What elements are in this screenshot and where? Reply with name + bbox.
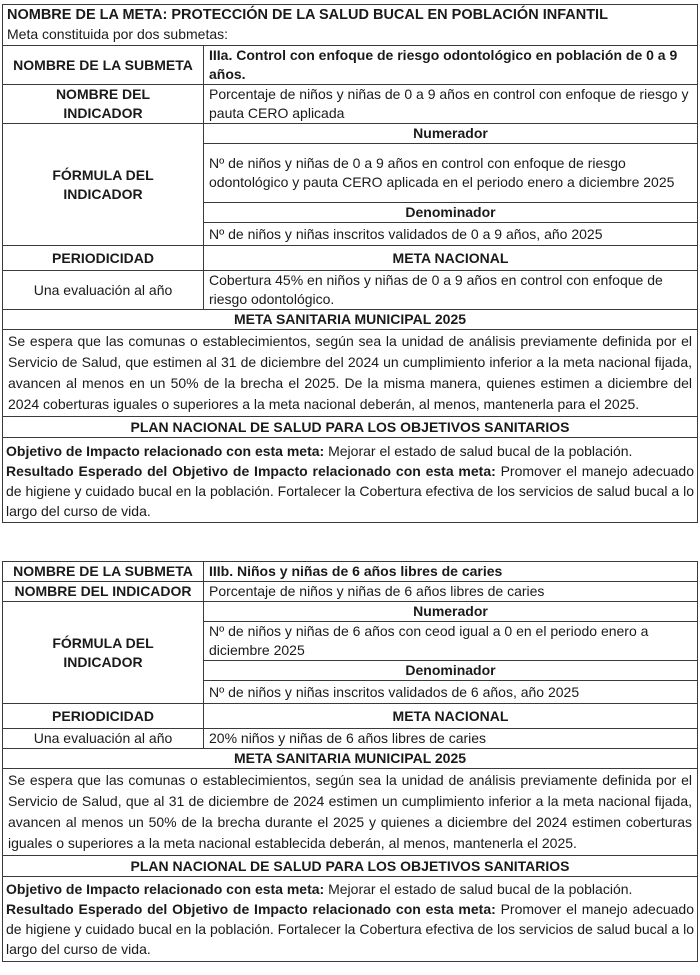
meta-municipal-value: Se espera que las comunas o establecimientos, según sea la unidad de análisis previamente definida por el Servicio de Salud, que estimen al 31 de diciembre del 2024 un cumplimiento inferior a la meta nacional fijada, avancen al menos en un 50% de la brecha el 2025. De la misma manera, quienes estimen a diciembre del 2024 coberturas iguales o superiores a la meta nacional deberán, al menos, mantenerla para el 2025. bbox=[3, 330, 698, 417]
denominador-label: Denominador bbox=[204, 203, 698, 223]
meta-municipal-row bbox=[3, 769, 698, 856]
plan-label: PLAN NACIONAL DE SALUD PARA LOS OBJETIVOS SANITARIOS bbox=[3, 856, 698, 877]
meta-title: NOMBRE DE LA META: PROTECCIÓN DE LA SALUD BUCAL EN POBLACIÓN INFANTIL bbox=[7, 7, 608, 23]
meta-municipal-header-row bbox=[3, 310, 698, 330]
plan-label: PLAN NACIONAL DE SALUD PARA LOS OBJETIVOS SANITARIOS bbox=[3, 417, 698, 438]
resultado-label: Resultado Esperado del Objetivo de Impacto relacionado con esta meta: bbox=[6, 463, 496, 479]
numerador-header-row bbox=[3, 602, 698, 622]
indicador-row bbox=[3, 85, 698, 124]
numerador-header-row bbox=[3, 124, 698, 144]
plan-header-row bbox=[3, 856, 698, 877]
meta-municipal-label: META SANITARIA MUNICIPAL 2025 bbox=[3, 749, 698, 769]
submeta-table-iiib bbox=[2, 561, 698, 962]
resultado-value: Promover el manejo adecuado de higiene y cuidado bucal en la población. Fortalecer la Cobertura efectiva de los servicios de salud bucal a lo largo del curso de vida. bbox=[6, 901, 694, 957]
resultado-esperado bbox=[6, 461, 694, 521]
meta-municipal-row bbox=[3, 330, 698, 417]
meta-municipal-value: Se espera que las comunas o establecimientos, según sea la unidad de análisis previamente definida por el Servicio de Salud, que al 31 de diciembre de 2024 estimen un cumplimiento inferior a la meta nacional fijada, avancen al menos un 50% de la brecha durante el 2025 y quienes a diciembre del 2024 estimen coberturas iguales o superiores a la meta nacional establecida deberán, al menos, mantenerla el 2025. bbox=[3, 769, 698, 856]
indicador-label: NOMBRE DEL INDICADOR bbox=[3, 85, 204, 124]
periodicidad-row bbox=[3, 271, 698, 310]
periodicidad-value: Una evaluación al año bbox=[3, 271, 204, 310]
indicador-value: Porcentaje de niños y niñas de 0 a 9 años en control con enfoque de riesgo y pauta CERO aplicada bbox=[204, 85, 698, 124]
meta-nacional-label: META NACIONAL bbox=[204, 704, 698, 729]
objetivo-label: Objetivo de Impacto relacionado con esta meta: bbox=[6, 443, 325, 459]
periodicidad-header-row bbox=[3, 246, 698, 271]
submeta-value: IIIa. Control con enfoque de riesgo odontológico en población de 0 a 9 años. bbox=[204, 46, 698, 85]
numerador-value: Nº de niños y niñas de 6 años con ceod igual a 0 en el periodo enero a diciembre 2025 bbox=[204, 622, 698, 661]
formula-label: FÓRMULA DEL INDICADOR bbox=[3, 124, 204, 246]
periodicidad-label: PERIODICIDAD bbox=[3, 704, 204, 729]
plan-header-row bbox=[3, 417, 698, 438]
submeta-label: NOMBRE DE LA SUBMETA bbox=[3, 562, 204, 582]
meta-nacional-label: META NACIONAL bbox=[204, 246, 698, 271]
plan-row bbox=[3, 877, 698, 962]
denominador-value: Nº de niños y niñas inscritos validados de 6 años, año 2025 bbox=[204, 681, 698, 704]
submeta-value: IIIb. Niños y niñas de 6 años libres de caries bbox=[204, 562, 698, 582]
indicador-label: NOMBRE DEL INDICADOR bbox=[3, 582, 204, 602]
denominador-label: Denominador bbox=[204, 661, 698, 681]
numerador-label: Numerador bbox=[204, 602, 698, 622]
meta-subtitle: Meta constituida por dos submetas: bbox=[7, 26, 229, 42]
meta-nacional-value: Cobertura 45% en niños y niñas de 0 a 9 años en control con enfoque de riesgo odontológico. bbox=[204, 271, 698, 310]
objetivo-value: Mejorar el estado de salud bucal de la población. bbox=[324, 443, 633, 459]
indicador-value: Porcentaje de niños y niñas de 6 años libres de caries bbox=[204, 582, 698, 602]
submeta-label: NOMBRE DE LA SUBMETA bbox=[3, 46, 204, 85]
objetivo-value: Mejorar el estado de salud bucal de la población. bbox=[324, 881, 633, 897]
numerador-value: Nº de niños y niñas de 0 a 9 años en control con enfoque de riesgo odontológico y pauta CERO aplicada en el periodo enero a diciembre 2025 bbox=[204, 144, 698, 203]
periodicidad-value: Una evaluación al año bbox=[3, 729, 204, 749]
indicador-row bbox=[3, 582, 698, 602]
meta-municipal-header-row bbox=[3, 749, 698, 769]
periodicidad-row bbox=[3, 729, 698, 749]
periodicidad-header-row bbox=[3, 704, 698, 729]
submeta-row bbox=[3, 46, 698, 85]
meta-nacional-value: 20% niños y niñas de 6 años libres de caries bbox=[204, 729, 698, 749]
denominador-value: Nº de niños y niñas inscritos validados de 0 a 9 años, año 2025 bbox=[204, 223, 698, 246]
resultado-label: Resultado Esperado del Objetivo de Impacto relacionado con esta meta: bbox=[6, 901, 496, 917]
periodicidad-label: PERIODICIDAD bbox=[3, 246, 204, 271]
resultado-value: Promover el manejo adecuado de higiene y cuidado bucal en la población. Fortalecer la Cobertura efectiva de los servicios de salud bucal a lo largo del curso de vida. bbox=[6, 463, 694, 519]
objetivo-label: Objetivo de Impacto relacionado con esta meta: bbox=[6, 881, 325, 897]
objetivo-impacto bbox=[6, 441, 694, 461]
resultado-esperado bbox=[6, 899, 694, 959]
plan-row bbox=[3, 438, 698, 523]
meta-title-row bbox=[3, 5, 698, 46]
formula-label: FÓRMULA DEL INDICADOR bbox=[3, 602, 204, 704]
submeta-table-iiia bbox=[2, 4, 698, 523]
meta-municipal-label: META SANITARIA MUNICIPAL 2025 bbox=[3, 310, 698, 330]
objetivo-impacto bbox=[6, 879, 694, 899]
numerador-label: Numerador bbox=[204, 124, 698, 144]
submeta-row bbox=[3, 562, 698, 582]
